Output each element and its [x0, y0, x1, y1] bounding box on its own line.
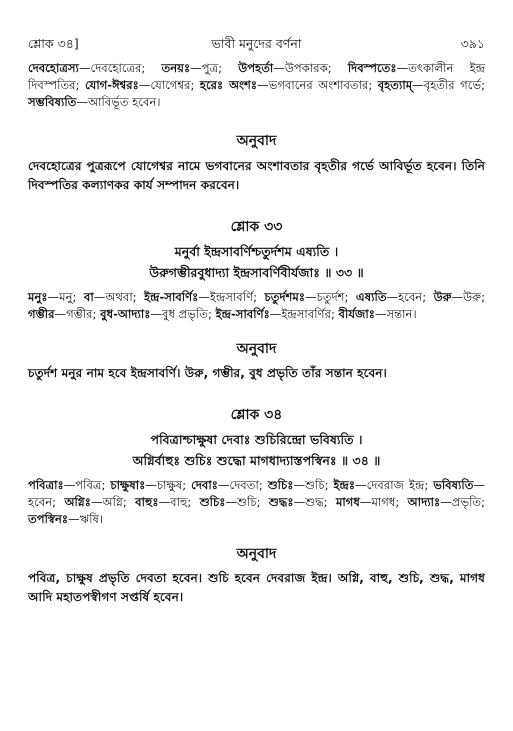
- page-header: [28, 36, 485, 58]
- sanskrit-term: দেবহোত্রস্য: [28, 61, 79, 75]
- term-meaning: —ইন্দ্রসাবর্ণির;: [269, 307, 339, 321]
- verse-title: শ্লোক ৩৩: [230, 219, 283, 235]
- header-chapter-title: ভাবী মনুদের বর্ণনা: [211, 36, 302, 51]
- sanskrit-term: অগ্নিঃ: [64, 495, 91, 509]
- sanskrit-term: তপস্বিনঃ: [28, 512, 69, 526]
- sanskrit-term: এষ্যতি: [355, 290, 387, 304]
- verse-line: পবিত্রাশ্চাক্ষুষা দেবাঃ শুচিরিন্দ্রো ভবিষ্যতি ।: [150, 432, 363, 447]
- sanskrit-term: শুচিঃ: [267, 478, 294, 492]
- sanskrit-term: হরেঃ অংশঃ: [199, 78, 258, 92]
- term-meaning: —অথবা;: [93, 290, 145, 304]
- term-meaning: —শুচি;: [293, 478, 334, 492]
- sanskrit-term: দেবাঃ: [191, 478, 218, 492]
- translation-text: পবিত্র, চাক্ষুষ প্রভৃতি দেবতা হবেন। শুচি হবেন দেবরাজ ইন্দ্র। অগ্নি, বাহু, শুচি, শুদ্ধ, মাগধ আদি মহাতপস্বীগণ সপ্তর্ষি হবেন।: [28, 571, 485, 604]
- translation-text: দেবহোত্রের পুত্ররূপে যোগেশ্বর নামে ভগবানের অংশাবতার বৃহতীর গর্ভে আবির্ভূত হবেন। তিনি দিবস্পতির কল্যাণকর কার্য সম্পাদন করবেন।: [28, 159, 485, 192]
- sanskrit-term: ইন্দ্রঃ: [333, 478, 356, 492]
- sanskrit-term: ভবিষ্যতি: [433, 478, 474, 492]
- term-meaning: —বুধ প্রভৃতি;: [150, 307, 216, 321]
- sanskrit-term: উরু: [433, 290, 452, 304]
- term-meaning: —অগ্নি;: [90, 495, 136, 509]
- translation-heading: অনুবাদ: [236, 341, 277, 357]
- verse-title: শ্লোক ৩৪: [230, 407, 283, 423]
- sanskrit-term: তনয়ঃ: [161, 61, 191, 75]
- term-meaning: —পুত্র;: [190, 61, 239, 75]
- term-meaning: —পবিত্র;: [63, 478, 111, 492]
- translation-text: চতুর্দশ মনুর নাম হবে ইন্দ্রসাবর্ণি। উরু, গম্ভীর, বুধ প্রভৃতি তাঁর সন্তান হবেন।: [28, 366, 387, 380]
- header-verse-ref: শ্লোক ৩৪]: [28, 36, 79, 51]
- term-meaning: —হবেন;: [386, 290, 434, 304]
- sanskrit-term: চতুর্দশমঃ: [264, 290, 306, 304]
- term-meaning: —বাহু;: [158, 495, 200, 509]
- sanskrit-term: আদ্যাঃ: [407, 495, 441, 509]
- term-meaning: —গম্ভীর;: [54, 307, 101, 321]
- term-meaning: —তৎকালীন ইন্দ্র দিবস্পতির;: [28, 61, 485, 92]
- sanskrit-term: বৃহত্যাম্: [377, 78, 413, 92]
- sanskrit-term: যোগ-ঈশ্বরঃ: [84, 78, 139, 92]
- sanskrit-term: বুধ-আদ্যাঃ: [100, 307, 151, 321]
- sanskrit-term: গম্ভীর: [28, 307, 55, 321]
- translation-heading: অনুবাদ: [236, 133, 277, 149]
- term-meaning: —বৃহতীর গর্ভে;: [412, 78, 485, 92]
- term-meaning: —চতুর্দশ;: [305, 290, 356, 304]
- term-meaning: —প্রভৃতি;: [440, 495, 486, 509]
- sanskrit-term: বা: [83, 290, 94, 304]
- verse-line: মনুর্বা ইন্দ্রসাবর্ণিশ্চতুর্দশম এষ্যতি ।: [174, 244, 339, 259]
- term-meaning: —মনু;: [47, 290, 84, 304]
- sanskrit-term: বীর্যজাঃ: [338, 307, 375, 321]
- term-meaning: —দেবরাজ ইন্দ্র;: [355, 478, 434, 492]
- word-meanings-prev: [28, 60, 485, 111]
- sanskrit-term: চাক্ষুষাঃ: [110, 478, 146, 492]
- term-meaning: —ঋষি।: [68, 512, 104, 526]
- translation-heading: অনুবাদ: [236, 546, 277, 562]
- term-meaning: —ভগবানের অংশাবতার;: [257, 78, 378, 92]
- word-meanings: [28, 289, 485, 323]
- sanskrit-term: ইন্দ্র-সাবর্ণিঃ: [144, 290, 199, 304]
- sanskrit-term: দিবস্পতেঃ: [347, 61, 397, 75]
- term-meaning: —দেবতা;: [217, 478, 268, 492]
- verse-line: উরুগম্ভীরবুধাদ্যা ইন্দ্রসাবর্ণিবীর্যজাঃ ॥ ৩৩ ॥: [149, 265, 364, 280]
- term-meaning: —উরু;: [451, 290, 485, 304]
- term-meaning: —হবেন;: [28, 478, 485, 509]
- sanskrit-term: সম্ভবিষ্যতি: [28, 95, 77, 109]
- term-meaning: —চাক্ষুষ;: [145, 478, 192, 492]
- term-meaning: —শুচি;: [225, 495, 269, 509]
- sanskrit-term: বাহুঃ: [135, 495, 159, 509]
- word-meanings: [28, 477, 485, 528]
- term-meaning: —শুদ্ধ;: [293, 495, 336, 509]
- sanskrit-term: শুচিঃ: [199, 495, 226, 509]
- term-meaning: —মাগধ;: [359, 495, 408, 509]
- sanskrit-term: শুদ্ধঃ: [268, 495, 294, 509]
- sanskrit-term: মনুঃ: [28, 290, 48, 304]
- sanskrit-term: পবিত্রাঃ: [28, 478, 64, 492]
- term-meaning: —ইন্দ্রসাবর্ণি;: [198, 290, 265, 304]
- term-meaning: —সন্তান।: [374, 307, 417, 321]
- header-page-number: ৩৯১: [460, 36, 485, 51]
- term-meaning: —আবির্ভূত হবেন।: [76, 95, 161, 109]
- term-meaning: —দেবহোত্রের;: [78, 61, 162, 75]
- verse-line: অগ্নির্বাহুঃ শুচিঃ শুদ্ধো মাগধাদ্যাস্তপস্বিনঃ ॥ ৩৪ ॥: [132, 453, 381, 468]
- sanskrit-term: মাগধ: [335, 495, 360, 509]
- sanskrit-term: ইন্দ্র-সাবর্ণিঃ: [215, 307, 270, 321]
- term-meaning: —যোগেশ্বর;: [138, 78, 200, 92]
- sanskrit-term: উপহর্তা: [238, 61, 274, 75]
- term-meaning: —উপকারক;: [273, 61, 348, 75]
